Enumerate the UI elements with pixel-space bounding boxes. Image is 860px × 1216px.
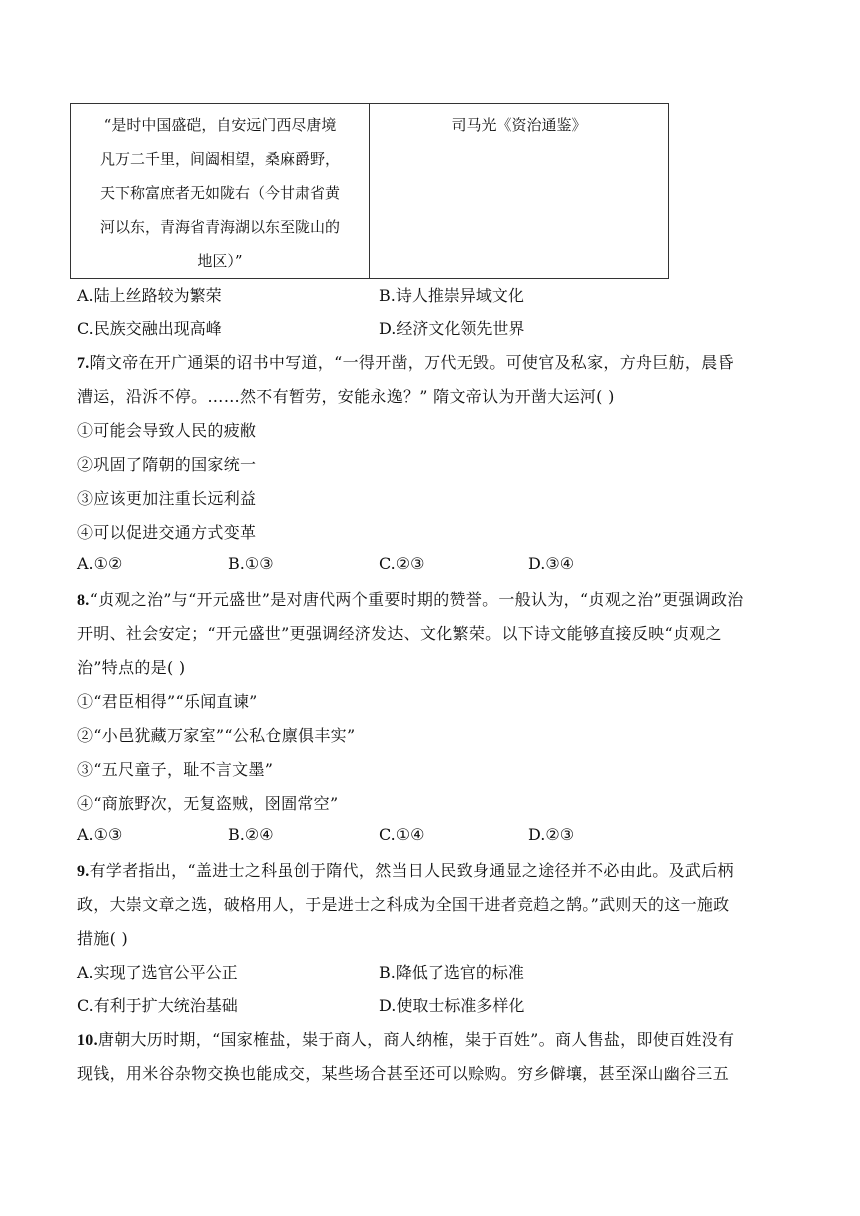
q7-option-b: B.①③ xyxy=(228,554,274,573)
q8-item-3: ③“五尺童子，耻不言文墨” xyxy=(77,760,274,779)
q10-text-1: 唐朝大历时期，“国家榷盐，粜于商人，商人纳榷，粜于百姓”。商人售盐，即使百姓没有 xyxy=(97,1030,735,1049)
q6-option-d: D.经济文化领先世界 xyxy=(379,319,525,338)
source-table xyxy=(70,103,669,279)
q9-number: 9. xyxy=(77,863,90,880)
q7-item-2: ②巩固了隋朝的国家统一 xyxy=(77,455,257,474)
q9-option-b: B.降低了选官的标准 xyxy=(379,963,524,982)
q7-stem-line-2: 漕运，沿泝不停。……然不有暂劳，安能永逸？” 隋文帝认为开凿大运河( ) xyxy=(77,387,615,406)
q8-item-4: ④“商旅野次，无复盗贼，囹圄常空” xyxy=(77,794,339,813)
q8-number: 8. xyxy=(77,592,90,609)
q8-item-1: ①“君臣相得”“乐闻直谏” xyxy=(77,692,258,711)
q7-option-c: C.②③ xyxy=(379,554,425,573)
source-cell xyxy=(370,104,669,279)
q7-stem-line-1 xyxy=(77,350,734,373)
q7-item-3: ③应该更加注重长远利益 xyxy=(77,489,257,508)
q9-option-a: A.实现了选官公平公正 xyxy=(77,963,238,982)
q7-number: 7. xyxy=(77,355,90,372)
q10-stem-line-2: 现钱，用米谷杂物交换也能成交，某些场合甚至还可以赊购。穷乡僻壤，甚至深山幽谷三五 xyxy=(77,1064,730,1083)
q9-option-c: C.有利于扩大统治基础 xyxy=(77,996,238,1015)
q8-text-1: “贞观之治”与“开元盛世”是对唐代两个重要时期的赞誉。一般认为，“贞观之治”更强调政治 xyxy=(89,590,744,609)
q8-stem-line-1 xyxy=(77,587,744,610)
q10-number: 10. xyxy=(77,1032,98,1049)
q7-text-1: 隋文帝在开广通渠的诏书中写道，“一得开凿，万代无毁。可使官及私家，方舟巨舫，晨昏 xyxy=(89,353,734,372)
q7-item-4: ④可以促进交通方式变革 xyxy=(77,523,257,542)
quote-cell xyxy=(71,104,370,279)
q10-stem-line-1 xyxy=(77,1027,734,1050)
q9-text-1: 有学者指出，“盖进士之科虽创于隋代，然当日人民致身通显之途径并不必由此。及武后柄 xyxy=(89,861,734,880)
source-text: 司马光《资治通鉴》 xyxy=(451,116,587,134)
q8-option-a: A.①③ xyxy=(77,825,123,844)
q8-stem-line-3: 治”特点的是( ) xyxy=(77,658,186,677)
q8-stem-line-2: 开明、社会安定；“开元盛世”更强调经济发达、文化繁荣。以下诗文能够直接反映“贞观之 xyxy=(77,624,722,643)
quote-line: 凡万二千里，间阖相望，桑麻爵野， xyxy=(99,150,340,168)
q6-option-a: A.陆上丝路较为繁荣 xyxy=(77,286,222,305)
q6-option-b: B.诗人推崇异域文化 xyxy=(379,286,524,305)
q7-item-1: ①可能会导致人民的疲敝 xyxy=(77,421,257,440)
quote-line: 地区）” xyxy=(197,252,243,270)
q9-option-d: D.使取士标准多样化 xyxy=(379,996,525,1015)
q8-item-2: ②“小邑犹藏万家室”“公私仓廪俱丰实” xyxy=(77,726,356,745)
quote-line: “是时中国盛硙，自安远门西尽唐境 xyxy=(103,116,337,134)
q6-option-c: C.民族交融出现高峰 xyxy=(77,319,222,338)
q7-option-d: D.③④ xyxy=(528,554,575,573)
q8-option-d: D.②③ xyxy=(528,825,575,844)
q9-stem-line-1 xyxy=(77,858,734,881)
q7-option-a: A.①② xyxy=(77,554,123,573)
q8-option-b: B.②④ xyxy=(228,825,274,844)
quote-line: 天下称富庶者无如陇右（今甘肃省黄 xyxy=(99,184,340,202)
q9-stem-line-3: 措施( ) xyxy=(77,929,129,948)
q8-option-c: C.①④ xyxy=(379,825,425,844)
q9-stem-line-2: 政，大崇文章之选，破格用人，于是进士之科成为全国干进者竞趋之鹄。”武则天的这一施政 xyxy=(77,895,730,914)
quote-line: 河以东，青海省青海湖以东至陇山的 xyxy=(99,218,340,236)
